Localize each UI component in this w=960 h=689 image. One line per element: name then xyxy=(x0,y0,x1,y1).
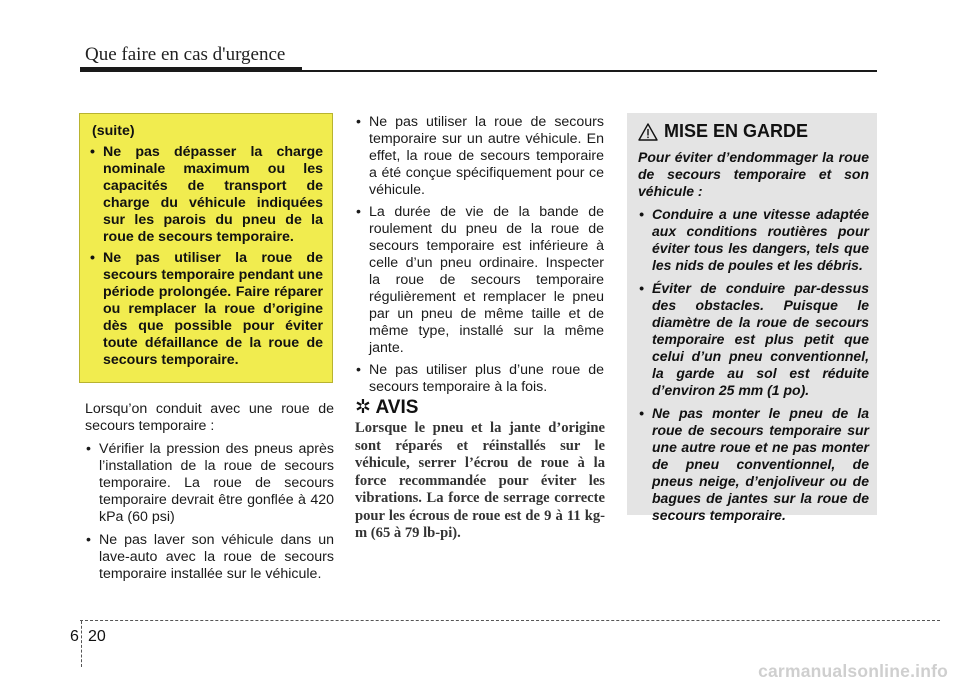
section-number: 6 xyxy=(70,628,79,645)
list-middle xyxy=(355,114,604,396)
footer-rule xyxy=(80,620,940,621)
page-number xyxy=(70,628,106,646)
warning-box-list xyxy=(89,144,323,369)
paragraph-intro: Lorsqu’on conduit avec une roue de secours temporaire : xyxy=(85,401,334,434)
list-item: • Ne pas utiliser la roue de secours temporaire pendant une période prolongée. Faire réparer ou remplacer la roue d’origine dès que possible pour éviter toute défaillance de la roue de secours temporaire. xyxy=(89,250,323,369)
list-item: • Ne pas utiliser la roue de secours temporaire sur un autre véhicule. En effet, la roue de secours temporaire a été conçue spécifiquement pour ce véhicule. xyxy=(355,114,604,199)
list-item: • Ne pas dépasser la charge nominale maximum ou les capacités de transport de charge du véhicule indiquées sur les parois du pneu de la roue de secours temporaire. xyxy=(89,144,323,246)
mise-en-garde-title: MISE EN GARDE xyxy=(664,121,809,141)
list-left xyxy=(85,441,334,583)
cross-star-icon: ✲ xyxy=(355,397,371,418)
list-item: • Conduire a une vitesse adaptée aux conditions routières pour éviter tous les dangers, tels que les nids de poules et les débris. xyxy=(638,206,869,274)
list-item: • Ne pas monter le pneu de la roue de secours temporaire sur une autre roue et ne pas monter de pneu conventionnel, de pneus neige, d’enjoliveur ou de bagues de jantes sur la roue de secours temporaire. xyxy=(638,405,869,524)
page-header-title: Que faire en cas d'urgence xyxy=(85,44,286,65)
warning-box xyxy=(79,113,333,383)
list-item: • Ne pas utiliser plus d’une roue de secours temporaire à la fois. xyxy=(355,362,604,396)
mise-en-garde-box xyxy=(627,113,877,523)
list-item: • La durée de vie de la bande de roulement du pneu de la roue de secours temporaire est inférieure à celle d’un pneu ordinaire. Inspecter la roue de secours temporaire régulièrement et remplacer le pneu par un pneu de même taille et de même type, installé sur la même jante. xyxy=(355,204,604,357)
avis-title: AVIS xyxy=(375,397,419,418)
mise-en-garde-heading xyxy=(638,121,869,142)
page-number-value: 20 xyxy=(88,628,106,645)
header-rule xyxy=(80,70,877,72)
column-left xyxy=(85,401,334,589)
list-item: • Vérifier la pression des pneus après l’installation de la roue de secours temporaire. La roue de secours temporaire devrait être gonflée à 420 kPa (60 psi) xyxy=(85,441,334,526)
warning-box-heading: (suite) xyxy=(92,123,135,139)
watermark: carmanualsonline.info xyxy=(758,661,948,681)
avis-heading xyxy=(355,396,418,419)
warning-triangle-icon xyxy=(638,123,658,141)
avis-body: Lorsque le pneu et la jante d’origine sont réparés et réinstallés sur le véhicule, serrer l’écrou de roue à la force recommandée pour éviter les vibrations. La force de serrage correcte pour les écrous de roue est de 9 à 11 kg-m (65 à 79 lb-pi). xyxy=(355,420,605,541)
list-item: • Ne pas laver son véhicule dans un lave-auto avec la roue de secours temporaire installée sur le véhicule. xyxy=(85,532,334,583)
mise-en-garde-intro: Pour éviter d’endommager la roue de secours temporaire et son véhicule : xyxy=(638,149,869,199)
list-item: • Éviter de conduire par-dessus des obstacles. Puisque le diamètre de la roue de secours temporaire est plus petit que celui d’un pneu conventionnel, la garde au sol est réduite d’environ 25 mm (1 po). xyxy=(638,280,869,399)
mise-en-garde-list xyxy=(638,206,869,524)
column-middle xyxy=(355,114,604,401)
